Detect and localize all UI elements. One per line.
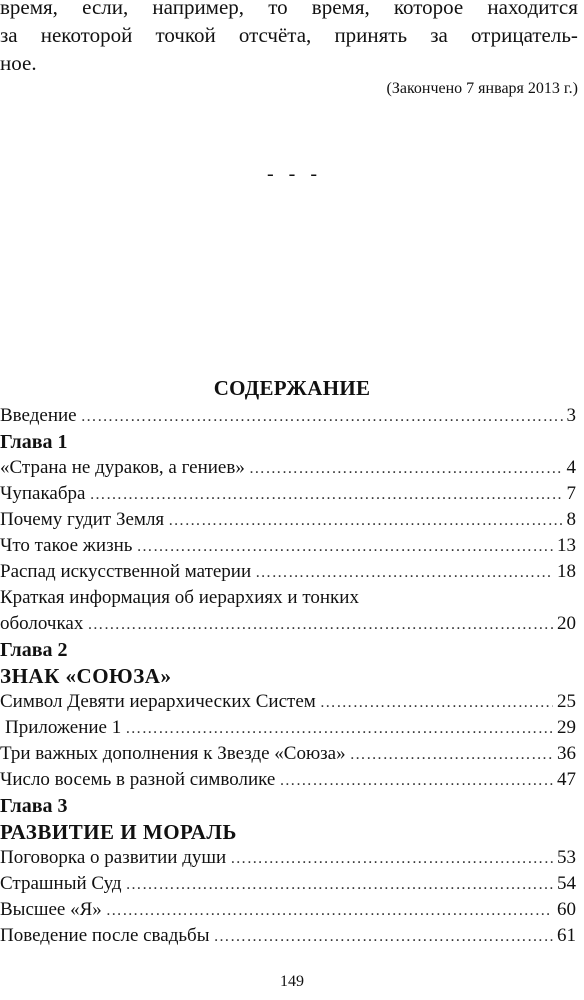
toc-entry-title: Чупакабра	[0, 483, 86, 504]
dot-leader	[125, 716, 553, 742]
word: время,	[0, 0, 58, 19]
section-separator: - - -	[267, 163, 317, 185]
toc-entry	[0, 533, 576, 559]
toc-entry-page: 53	[557, 847, 576, 868]
toc-entry-title: Число восемь в разной символике	[0, 769, 276, 790]
toc-entry-page: 20	[557, 613, 576, 634]
toc-entry	[0, 403, 576, 429]
toc-entry-title-continuation: оболочках	[0, 613, 84, 634]
toc-entry-title: Поговорка о развитии души	[0, 847, 227, 868]
toc-entry-continuation	[0, 611, 576, 637]
toc-entry	[0, 923, 576, 949]
section-title: ЗНАК «СОЮЗА»	[0, 664, 172, 688]
toc-entry-page: 29	[557, 717, 576, 738]
toc-entry	[0, 741, 576, 767]
dot-leader	[87, 612, 553, 638]
toc-title: СОДЕРЖАНИЕ	[213, 376, 371, 400]
toc-entry-title: Высшее «Я»	[0, 899, 102, 920]
toc-entry-title: Приложение 1	[5, 717, 122, 738]
chapter-label: Глава 3	[0, 795, 68, 817]
word: за	[0, 23, 18, 47]
dot-leader	[106, 898, 553, 924]
dot-leader	[126, 872, 553, 898]
toc-chapter-heading	[0, 793, 576, 819]
toc-entry-page: 18	[557, 561, 576, 582]
word: точкой	[155, 23, 216, 47]
word: ное.	[0, 51, 37, 75]
dot-leader	[249, 456, 563, 482]
toc-entry	[0, 481, 576, 507]
word: время,	[311, 0, 370, 19]
paragraph-line-3	[0, 49, 578, 77]
toc-entry-page: 36	[557, 743, 576, 764]
toc-entry	[0, 715, 576, 741]
toc-entry-page: 7	[566, 483, 576, 504]
chapter-label: Глава 2	[0, 639, 68, 661]
word: некоторой	[40, 23, 133, 47]
dot-leader	[89, 482, 562, 508]
word: то	[268, 0, 288, 19]
toc-entry-title: Почему гудит Земля	[0, 509, 165, 530]
dot-leader	[255, 560, 553, 586]
toc-entry-title: Что такое жизнь	[0, 535, 133, 556]
toc-entry	[0, 897, 576, 923]
word: отсчёта,	[238, 23, 312, 47]
dot-leader	[279, 768, 553, 794]
toc-entry-page: 61	[557, 925, 576, 946]
toc-entry	[0, 871, 576, 897]
toc-entry	[0, 689, 576, 715]
toc-entry	[0, 845, 576, 871]
toc-entry-title: Поведение после свадьбы	[0, 925, 210, 946]
dot-leader	[81, 404, 563, 430]
word: за	[430, 23, 448, 47]
toc-entry-page: 3	[566, 405, 576, 426]
toc-chapter-heading	[0, 429, 576, 455]
page-number: 149	[280, 973, 304, 990]
toc-entry-title: Три важных дополнения к Звезде «Союза»	[0, 743, 346, 764]
toc-entry	[0, 767, 576, 793]
toc-entry-title: «Страна не дураков, а гениев»	[0, 457, 245, 478]
chapter-label: Глава 1	[0, 431, 68, 453]
word: принять	[334, 23, 408, 47]
word: например,	[152, 0, 245, 19]
toc-section-heading	[0, 663, 576, 689]
toc-entry-title: Страшный Суд	[0, 873, 122, 894]
dot-leader	[230, 846, 553, 872]
toc-entry-page: 60	[557, 899, 576, 920]
toc-entry-page: 13	[557, 535, 576, 556]
word: находится	[487, 0, 578, 19]
dot-leader	[136, 534, 553, 560]
toc-chapter-heading	[0, 637, 576, 663]
table-of-contents	[0, 403, 576, 949]
toc-section-heading	[0, 819, 576, 845]
dot-leader	[320, 690, 553, 716]
dot-leader	[213, 924, 553, 950]
word: которое	[393, 0, 464, 19]
toc-entry-page: 8	[566, 509, 576, 530]
toc-entry-title: Краткая информация об иерархиях и тонких	[0, 587, 359, 608]
toc-entry	[0, 559, 576, 585]
paragraph-line-2	[0, 21, 578, 49]
body-paragraph	[0, 0, 578, 77]
dot-leader	[350, 742, 553, 768]
toc-entry-page: 47	[557, 769, 576, 790]
toc-entry	[0, 455, 576, 481]
completion-date-note: (Закончено 7 января 2013 г.)	[386, 80, 578, 97]
dot-leader	[168, 508, 562, 534]
toc-entry-page: 54	[557, 873, 576, 894]
toc-entry-title: Символ Девяти иерархических Систем	[0, 691, 316, 712]
toc-entry-page: 25	[557, 691, 576, 712]
toc-entry-title: Распад искусственной материи	[0, 561, 252, 582]
toc-entry-page: 4	[566, 457, 576, 478]
section-title: РАЗВИТИЕ И МОРАЛЬ	[0, 820, 237, 844]
toc-entry-first-line	[0, 585, 576, 611]
word: отрицатель-	[470, 23, 578, 47]
paragraph-line-1	[0, 0, 578, 21]
word: если,	[82, 0, 129, 19]
toc-entry-title: Введение	[0, 405, 77, 426]
toc-entry	[0, 507, 576, 533]
